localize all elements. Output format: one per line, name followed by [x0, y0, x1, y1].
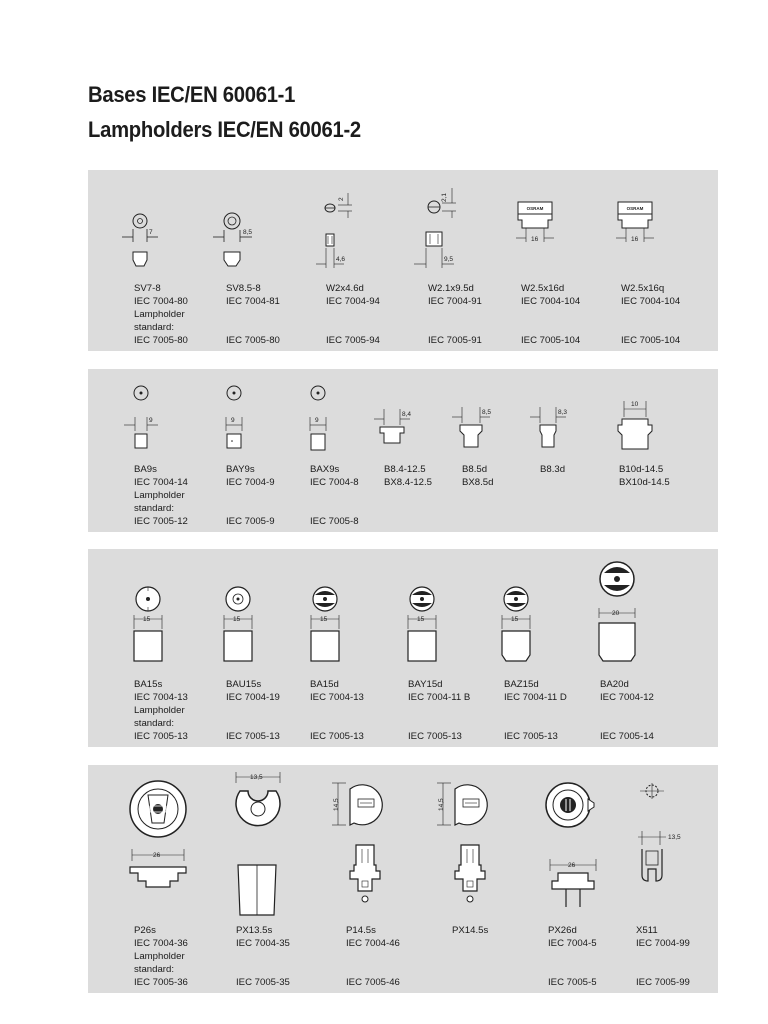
- base-name: BAY9s: [226, 464, 255, 475]
- lampholder-label: standard:: [134, 322, 175, 333]
- base-standard: IEC 7004-36: [134, 938, 188, 949]
- lampholder-standard: IEC 7005-12: [134, 516, 188, 527]
- base-standard: IEC 7004-8: [310, 477, 359, 488]
- lampholder-label: standard:: [134, 964, 175, 975]
- lampholder-standard: IEC 7005-80: [134, 335, 188, 346]
- b8.3d-dim-label: 8,3: [558, 409, 568, 416]
- base-standard: BX8.5d: [462, 477, 494, 488]
- base-standard: IEC 7004-81: [226, 296, 280, 307]
- base-name: B10d-14.5: [619, 464, 664, 475]
- lampholder-standard: IEC 7005-36: [134, 977, 188, 988]
- b8.4-12.5-dim-label: 8,4: [402, 411, 412, 418]
- base-name: PX13.5s: [236, 925, 273, 936]
- x511-drawing: [628, 777, 718, 927]
- base-name: SV7-8: [134, 283, 161, 294]
- ba15d-dim-label: 15: [320, 616, 328, 623]
- base-name: X511: [636, 925, 658, 936]
- bau15s-dim-label: 15: [233, 616, 241, 623]
- w2.1x9.5d-dim-label: 9,5: [444, 256, 454, 263]
- b8.5d-dim-label: 8,5: [482, 409, 492, 416]
- p26s-dim-label: 26: [153, 852, 161, 859]
- lampholder-standard: IEC 7005-13: [310, 731, 364, 742]
- base-standard: IEC 7004-80: [134, 296, 188, 307]
- base-standard: IEC 7004-91: [428, 296, 482, 307]
- base-name: SV8.5-8: [226, 283, 261, 294]
- p14.5s-dim-label: 14,5: [333, 798, 340, 811]
- lampholder-label: standard:: [134, 503, 175, 514]
- base-name: BA15d: [310, 679, 339, 690]
- base-standard: IEC 7004-9: [226, 477, 275, 488]
- base-name: B8.5d: [462, 464, 488, 475]
- base-name: W2.5x16d: [521, 283, 565, 294]
- base-standard: IEC 7004-13: [310, 692, 364, 703]
- base-standard: IEC 7004-19: [226, 692, 280, 703]
- base-panel-row-2: [88, 369, 718, 532]
- base-standard: IEC 7004-5: [548, 938, 597, 949]
- base-standard: BX8.4-12.5: [384, 477, 433, 488]
- lampholder-standard: IEC 7005-9: [226, 516, 275, 527]
- w2x4.6d-height-label: 2: [338, 197, 345, 201]
- lampholder-standard: IEC 7005-35: [236, 977, 290, 988]
- page-title: Bases IEC/EN 60061-1: [88, 82, 296, 107]
- page-subtitle: Lampholders IEC/EN 60061-2: [88, 117, 361, 142]
- lampholder-standard: IEC 7005-46: [346, 977, 400, 988]
- base-panel-row-4: [88, 765, 718, 993]
- b8.3d-drawing: [528, 399, 608, 499]
- p26s-drawing: [126, 777, 216, 917]
- ba20d-dim-label: 20: [612, 610, 620, 617]
- base-name: BA9s: [134, 464, 157, 475]
- lampholder-standard: IEC 7005-104: [621, 335, 681, 346]
- base-standard: IEC 7004-14: [134, 477, 188, 488]
- b10d-14.5-dim-label: 10: [631, 401, 639, 408]
- lampholder-standard: IEC 7005-94: [326, 335, 380, 346]
- base-name: BAU15s: [226, 679, 262, 690]
- base-name: B8.4-12.5: [384, 464, 426, 475]
- lampholder-standard: IEC 7005-91: [428, 335, 482, 346]
- base-standard: BX10d-14.5: [619, 477, 670, 488]
- base-standard: IEC 7004-99: [636, 938, 690, 949]
- x511-dim-label: 13,5: [668, 834, 681, 841]
- base-standard: IEC 7004-46: [346, 938, 400, 949]
- base-name: PX14.5s: [452, 925, 489, 936]
- bax9s-dim-label: 9: [315, 417, 319, 424]
- base-standard: IEC 7004-11 D: [504, 692, 567, 703]
- base-name: W2x4.6d: [326, 283, 364, 294]
- p14.5s-drawing: [328, 775, 418, 925]
- base-standard: IEC 7004-35: [236, 938, 290, 949]
- osram-logo-text: OSRAM: [626, 206, 644, 211]
- bay15d-dim-label: 15: [417, 616, 425, 623]
- lampholder-standard: IEC 7005-80: [226, 335, 280, 346]
- base-name: PX26d: [548, 925, 577, 936]
- w2.5x16d-dim-label: 16: [531, 236, 539, 243]
- px14.5s-drawing: [433, 775, 523, 925]
- lampholder-standard: IEC 7005-13: [504, 731, 558, 742]
- px13.5s-drawing: [230, 769, 320, 909]
- base-name: B8.3d: [540, 464, 566, 475]
- lampholder-standard: IEC 7005-13: [134, 731, 188, 742]
- bay9s-dim-label: 9: [231, 417, 235, 424]
- lampholder-label: standard:: [134, 718, 175, 729]
- px26d-drawing: [540, 777, 630, 927]
- lampholder-standard: IEC 7005-14: [600, 731, 654, 742]
- osram-logo-text: OSRAM: [526, 206, 544, 211]
- base-name: W2.5x16q: [621, 283, 665, 294]
- w2x4.6d-dim-label: 4,6: [336, 256, 346, 263]
- lampholder-label: Lampholder: [134, 490, 185, 501]
- ba20d-drawing: [593, 557, 673, 677]
- base-name: W2.1x9.5d: [428, 283, 474, 294]
- lampholder-label: Lampholder: [134, 951, 185, 962]
- lampholder-label: Lampholder: [134, 705, 185, 716]
- base-name: P14.5s: [346, 925, 376, 936]
- lampholder-standard: IEC 7005-13: [226, 731, 280, 742]
- w2.5x16q-dim-label: 16: [631, 236, 639, 243]
- lampholder-standard: IEC 7005-104: [521, 335, 581, 346]
- base-name: BAX9s: [310, 464, 340, 475]
- base-name: BA15s: [134, 679, 163, 690]
- lampholder-standard: IEC 7005-13: [408, 731, 462, 742]
- lampholder-label: Lampholder: [134, 309, 185, 320]
- lampholder-standard: IEC 7005-8: [310, 516, 359, 527]
- lampholder-standard: IEC 7005-5: [548, 977, 597, 988]
- base-standard: IEC 7004-11 B: [408, 692, 471, 703]
- ba9s-dim-label: 9: [149, 417, 153, 424]
- px14.5s-dim-label: 14,5: [438, 798, 445, 811]
- base-name: BAY15d: [408, 679, 443, 690]
- base-standard: IEC 7004-13: [134, 692, 188, 703]
- base-standard: IEC 7004-104: [621, 296, 681, 307]
- sv8.5-8-dim-label: 8,5: [243, 229, 253, 236]
- base-standard: IEC 7004-12: [600, 692, 654, 703]
- base-panel-row-3: [88, 549, 718, 747]
- sv7-8-dim-label: 7: [149, 229, 153, 236]
- px26d-dim-label: 26: [568, 862, 576, 869]
- base-name: BAZ15d: [504, 679, 539, 690]
- base-standard: IEC 7004-104: [521, 296, 581, 307]
- ba15s-dim-label: 15: [143, 616, 151, 623]
- px13.5s-dim-label: 13,5: [250, 774, 263, 781]
- base-name: BA20d: [600, 679, 629, 690]
- lampholder-standard: IEC 7005-99: [636, 977, 690, 988]
- base-standard: IEC 7004-94: [326, 296, 380, 307]
- base-panel-row-1: [88, 170, 718, 351]
- base-name: P26s: [134, 925, 156, 936]
- baz15d-dim-label: 15: [511, 616, 519, 623]
- w2.1x9.5d-height-label: 2,1: [441, 192, 448, 202]
